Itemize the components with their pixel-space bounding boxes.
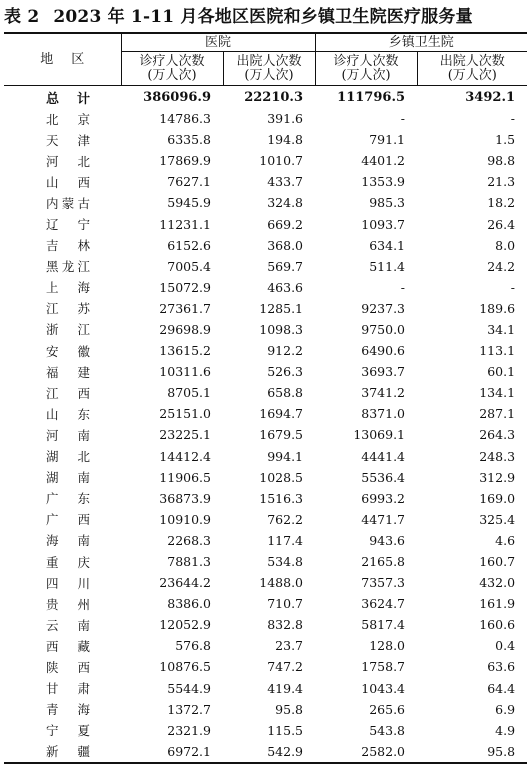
township-discharge-cell: 264.3 <box>479 427 516 443</box>
hospital-discharge-cell: 762.2 <box>267 511 304 527</box>
township-visits-cell: 6490.6 <box>361 343 406 359</box>
township-visits-cell: 1353.9 <box>361 174 406 190</box>
township-visits-cell: 2165.8 <box>361 554 406 570</box>
table-row <box>4 530 527 551</box>
region-cell <box>4 256 121 277</box>
township-visits-cell: 1758.7 <box>361 659 406 675</box>
header-township-visits-label: 诊疗人次数 <box>333 53 399 69</box>
township-visits-cell: 985.3 <box>369 195 406 211</box>
region-name: 山 西 <box>46 174 90 190</box>
township-visits-cell: 5817.4 <box>361 617 406 633</box>
hospital-discharge-cell: 1010.7 <box>259 153 304 169</box>
hospital-discharge-cell: 1285.1 <box>259 300 304 316</box>
township-discharge-cell: 4.9 <box>495 722 516 738</box>
table-row <box>4 720 527 741</box>
region-cell <box>4 530 121 551</box>
region-cell <box>4 235 121 256</box>
region-cell <box>4 108 121 129</box>
header-township-visits-unit: (万人次) <box>341 67 391 83</box>
hospital-visits-cell: 2268.3 <box>167 532 211 548</box>
table-title <box>4 4 527 30</box>
header-hospital-discharge-unit: (万人次) <box>244 67 294 83</box>
township-visits-cell: 9750.0 <box>361 321 406 337</box>
township-discharge-cell: 189.6 <box>479 300 516 316</box>
region-cell <box>4 635 121 656</box>
header-hospital-discharge-label: 出院人次数 <box>236 53 302 69</box>
table-row <box>4 446 527 467</box>
township-visits-cell: 3693.7 <box>361 364 406 380</box>
hospital-visits-cell: 11906.5 <box>159 469 211 485</box>
region-name: 北 京 <box>46 111 90 127</box>
hospital-visits-cell: 25151.0 <box>159 406 211 422</box>
township-discharge-cell: 18.2 <box>487 195 516 211</box>
hospital-discharge-cell: 569.7 <box>267 258 304 274</box>
township-discharge-cell: 287.1 <box>479 406 516 422</box>
hospital-visits-cell: 29698.9 <box>159 321 211 337</box>
township-discharge-cell: 95.8 <box>417 741 527 763</box>
table-row <box>4 171 527 192</box>
hospital-discharge-cell: 22210.3 <box>244 89 304 105</box>
table-row <box>4 277 527 298</box>
hospital-discharge-cell: 194.8 <box>267 132 304 148</box>
region-cell <box>4 424 121 445</box>
township-visits-cell: 128.0 <box>369 638 406 654</box>
table-row <box>4 572 527 593</box>
region-name: 广 西 <box>46 512 90 528</box>
region-name: 湖 北 <box>46 449 90 465</box>
hospital-visits-cell: 5945.9 <box>167 195 211 211</box>
township-visits-cell: 13069.1 <box>353 427 406 443</box>
header-township-discharge-label: 出院人次数 <box>439 53 505 69</box>
hospital-visits-cell: 13615.2 <box>159 343 211 359</box>
township-discharge-cell: 113.1 <box>479 343 516 359</box>
hospital-visits-cell: 7005.4 <box>167 258 211 274</box>
region-name: 福 建 <box>46 364 90 380</box>
region-name: 内蒙古 <box>46 195 90 211</box>
township-discharge-cell: 325.4 <box>479 511 516 527</box>
header-group-township: 乡镇卫生院 <box>315 33 527 52</box>
region-cell <box>4 340 121 361</box>
region-cell <box>4 277 121 298</box>
township-discharge-cell: 134.1 <box>479 385 516 401</box>
table-row <box>4 213 527 234</box>
hospital-discharge-cell: 526.3 <box>267 364 304 380</box>
region-cell <box>4 720 121 741</box>
township-visits-cell: 9237.3 <box>361 300 406 316</box>
township-visits-cell: 791.1 <box>369 132 406 148</box>
hospital-discharge-cell: 117.4 <box>267 532 304 548</box>
township-visits-cell: 6993.2 <box>361 490 406 506</box>
hospital-discharge-cell: 1694.7 <box>259 406 304 422</box>
hospital-visits-cell: 23644.2 <box>159 575 211 591</box>
hospital-discharge-cell: 463.6 <box>267 279 304 295</box>
region-name: 贵 州 <box>46 596 90 612</box>
table-row <box>4 656 527 677</box>
region-cell <box>4 192 121 213</box>
township-discharge-cell: 21.3 <box>487 174 516 190</box>
region-cell <box>4 678 121 699</box>
region-cell <box>4 361 121 382</box>
township-discharge-cell: - <box>510 279 516 295</box>
township-visits-cell: 1043.4 <box>361 680 406 696</box>
hospital-visits-cell: 576.8 <box>175 638 211 654</box>
region-name: 辽 宁 <box>46 217 90 233</box>
hospital-visits-cell: 11231.1 <box>159 216 211 232</box>
hospital-visits-cell: 14786.3 <box>159 111 211 127</box>
township-discharge-cell: 63.6 <box>487 659 516 675</box>
hospital-visits-cell: 10311.6 <box>159 364 211 380</box>
township-visits-cell: 265.6 <box>369 701 406 717</box>
hospital-visits-cell: 23225.1 <box>159 427 211 443</box>
region-cell <box>4 656 121 677</box>
table-row <box>4 382 527 403</box>
region-name: 新 疆 <box>46 744 90 760</box>
township-visits-cell: 3741.2 <box>361 385 406 401</box>
table-row <box>4 256 527 277</box>
header-hospital-visits <box>121 52 223 86</box>
hospital-discharge-cell: 542.9 <box>223 741 315 763</box>
township-discharge-cell: 160.6 <box>479 617 516 633</box>
region-cell <box>4 171 121 192</box>
header-hospital-discharge <box>223 52 315 86</box>
hospital-visits-cell: 10910.9 <box>159 511 211 527</box>
township-discharge-cell: 34.1 <box>487 321 516 337</box>
hospital-visits-cell: 27361.7 <box>159 300 211 316</box>
hospital-visits-cell: 12052.9 <box>159 617 211 633</box>
region-name: 山 东 <box>46 406 90 422</box>
region-cell <box>4 551 121 572</box>
table-row <box>4 593 527 614</box>
township-discharge-cell: 3492.1 <box>465 89 516 105</box>
table-row <box>4 340 527 361</box>
table-body <box>4 86 527 763</box>
region-name: 浙 江 <box>46 322 90 338</box>
township-discharge-cell: 64.4 <box>487 680 516 696</box>
hospital-visits-cell: 6335.8 <box>167 132 211 148</box>
hospital-discharge-cell: 95.8 <box>275 701 304 717</box>
region-cell <box>4 213 121 234</box>
township-visits-cell: 5536.4 <box>361 469 406 485</box>
region-cell <box>4 86 121 109</box>
hospital-visits-cell: 2321.9 <box>167 722 211 738</box>
header-group-hospital: 医院 <box>121 33 315 52</box>
township-visits-cell: 111796.5 <box>337 89 406 105</box>
hospital-discharge-cell: 669.2 <box>267 216 304 232</box>
table-row <box>4 298 527 319</box>
hospital-discharge-cell: 710.7 <box>267 596 304 612</box>
region-name: 海 南 <box>46 533 90 549</box>
region-name: 陕 西 <box>46 659 90 675</box>
township-visits-cell: - <box>400 111 406 127</box>
region-name: 天 津 <box>46 132 90 148</box>
hospital-discharge-cell: 747.2 <box>267 659 304 675</box>
table-row <box>4 699 527 720</box>
region-name: 江 西 <box>46 385 90 401</box>
region-cell <box>4 467 121 488</box>
region-name: 西 藏 <box>46 638 90 654</box>
region-name: 甘 肃 <box>46 681 90 697</box>
hospital-discharge-cell: 1488.0 <box>259 575 304 591</box>
table-row <box>4 467 527 488</box>
table-number: 表 2 <box>4 7 40 27</box>
table-row <box>4 403 527 424</box>
region-cell <box>4 488 121 509</box>
region-cell <box>4 572 121 593</box>
township-discharge-cell: 6.9 <box>495 701 516 717</box>
hospital-visits-cell: 17869.9 <box>159 153 211 169</box>
table-title-text: 2023 年 1-11 月各地区医院和乡镇卫生院医疗服务量 <box>53 7 473 27</box>
hospital-visits-cell: 14412.4 <box>159 448 211 464</box>
region-name: 河 南 <box>46 427 90 443</box>
region-cell <box>4 614 121 635</box>
township-discharge-cell: 26.4 <box>487 216 516 232</box>
hospital-visits-cell: 15072.9 <box>159 279 211 295</box>
table-row <box>4 424 527 445</box>
region-name: 广 东 <box>46 491 90 507</box>
header-hospital-visits-unit: (万人次) <box>147 67 197 83</box>
hospital-discharge-cell: 324.8 <box>267 195 304 211</box>
hospital-visits-cell: 6972.1 <box>121 741 223 763</box>
hospital-discharge-cell: 368.0 <box>267 237 304 253</box>
region-cell <box>4 319 121 340</box>
hospital-visits-cell: 1372.7 <box>167 701 211 717</box>
hospital-discharge-cell: 23.7 <box>275 638 304 654</box>
total-row <box>4 86 527 109</box>
township-visits-cell: 2582.0 <box>315 741 417 763</box>
region-name: 黑龙江 <box>46 259 90 275</box>
hospital-visits-cell: 7881.3 <box>167 554 211 570</box>
hospital-discharge-cell: 433.7 <box>267 174 304 190</box>
table-row <box>4 488 527 509</box>
township-discharge-cell: 160.7 <box>479 554 516 570</box>
region-name: 青 海 <box>46 702 90 718</box>
hospital-visits-cell: 10876.5 <box>159 659 211 675</box>
region-name: 四 川 <box>46 575 90 591</box>
hospital-discharge-cell: 912.2 <box>267 343 304 359</box>
hospital-discharge-cell: 1028.5 <box>259 469 304 485</box>
region-cell <box>4 446 121 467</box>
region-name: 湖 南 <box>46 470 90 486</box>
region-cell <box>4 150 121 171</box>
hospital-discharge-cell: 1679.5 <box>259 427 304 443</box>
region-name: 江 苏 <box>46 301 90 317</box>
township-visits-cell: 543.8 <box>369 722 406 738</box>
township-discharge-cell: - <box>510 111 516 127</box>
hospital-discharge-cell: 832.8 <box>267 617 304 633</box>
hospital-visits-cell: 7627.1 <box>167 174 211 190</box>
table-row <box>4 509 527 530</box>
region-name: 宁 夏 <box>46 723 90 739</box>
township-discharge-cell: 24.2 <box>487 258 516 274</box>
table-row <box>4 129 527 150</box>
hospital-discharge-cell: 1516.3 <box>259 490 304 506</box>
township-visits-cell: 943.6 <box>369 532 406 548</box>
header-region: 地 区 <box>4 33 121 86</box>
hospital-visits-cell: 36873.9 <box>159 490 211 506</box>
region-cell <box>4 509 121 530</box>
table-row <box>4 150 527 171</box>
table-row <box>4 235 527 256</box>
table-row <box>4 635 527 656</box>
township-discharge-cell: 4.6 <box>495 532 516 548</box>
township-discharge-cell: 1.5 <box>495 132 516 148</box>
hospital-discharge-cell: 419.4 <box>267 680 304 696</box>
hospital-visits-cell: 8705.1 <box>167 385 211 401</box>
township-visits-cell: 8371.0 <box>361 406 406 422</box>
table-row <box>4 192 527 213</box>
township-discharge-cell: 8.0 <box>495 237 516 253</box>
table-row <box>4 551 527 572</box>
hospital-discharge-cell: 115.5 <box>267 722 304 738</box>
region-name: 吉 林 <box>46 238 90 254</box>
township-discharge-cell: 248.3 <box>479 448 516 464</box>
table-row <box>4 361 527 382</box>
region-cell <box>4 741 121 763</box>
township-visits-cell: 1093.7 <box>361 216 406 232</box>
township-visits-cell: - <box>400 279 406 295</box>
township-discharge-cell: 0.4 <box>495 638 516 654</box>
hospital-visits-cell: 5544.9 <box>167 680 211 696</box>
region-name: 河 北 <box>46 153 90 169</box>
hospital-discharge-cell: 994.1 <box>267 448 304 464</box>
hospital-visits-cell: 6152.6 <box>167 237 211 253</box>
hospital-discharge-cell: 534.8 <box>267 554 304 570</box>
township-discharge-cell: 60.1 <box>487 364 516 380</box>
township-visits-cell: 4441.4 <box>361 448 406 464</box>
header-township-visits <box>315 52 417 86</box>
region-cell <box>4 129 121 150</box>
township-discharge-cell: 161.9 <box>479 596 516 612</box>
header-township-discharge-unit: (万人次) <box>447 67 497 83</box>
hospital-visits-cell: 386096.9 <box>143 89 211 105</box>
region-cell <box>4 593 121 614</box>
township-discharge-cell: 169.0 <box>479 490 516 506</box>
township-visits-cell: 4401.2 <box>361 153 406 169</box>
region-name: 云 南 <box>46 617 90 633</box>
region-cell <box>4 298 121 319</box>
hospital-visits-cell: 8386.0 <box>167 596 211 612</box>
table-row <box>4 614 527 635</box>
header-hospital-visits-label: 诊疗人次数 <box>139 53 205 69</box>
hospital-discharge-cell: 1098.3 <box>259 321 304 337</box>
table-row <box>4 741 527 763</box>
hospital-discharge-cell: 658.8 <box>267 385 304 401</box>
township-visits-cell: 3624.7 <box>361 596 406 612</box>
table-row <box>4 108 527 129</box>
table-row <box>4 678 527 699</box>
data-table <box>4 32 527 764</box>
township-visits-cell: 4471.7 <box>361 511 406 527</box>
township-discharge-cell: 98.8 <box>487 153 516 169</box>
region-cell <box>4 382 121 403</box>
region-cell <box>4 403 121 424</box>
region-cell <box>4 699 121 720</box>
header-township-discharge <box>417 52 527 86</box>
township-discharge-cell: 312.9 <box>479 469 516 485</box>
township-visits-cell: 511.4 <box>369 258 406 274</box>
region-name: 安 徽 <box>46 343 90 359</box>
table-row <box>4 319 527 340</box>
township-discharge-cell: 432.0 <box>479 575 516 591</box>
township-visits-cell: 7357.3 <box>361 575 406 591</box>
region-name: 上 海 <box>46 280 90 296</box>
region-name: 总 计 <box>46 91 90 107</box>
region-name: 重 庆 <box>46 554 90 570</box>
township-visits-cell: 634.1 <box>369 237 406 253</box>
hospital-discharge-cell: 391.6 <box>267 111 304 127</box>
